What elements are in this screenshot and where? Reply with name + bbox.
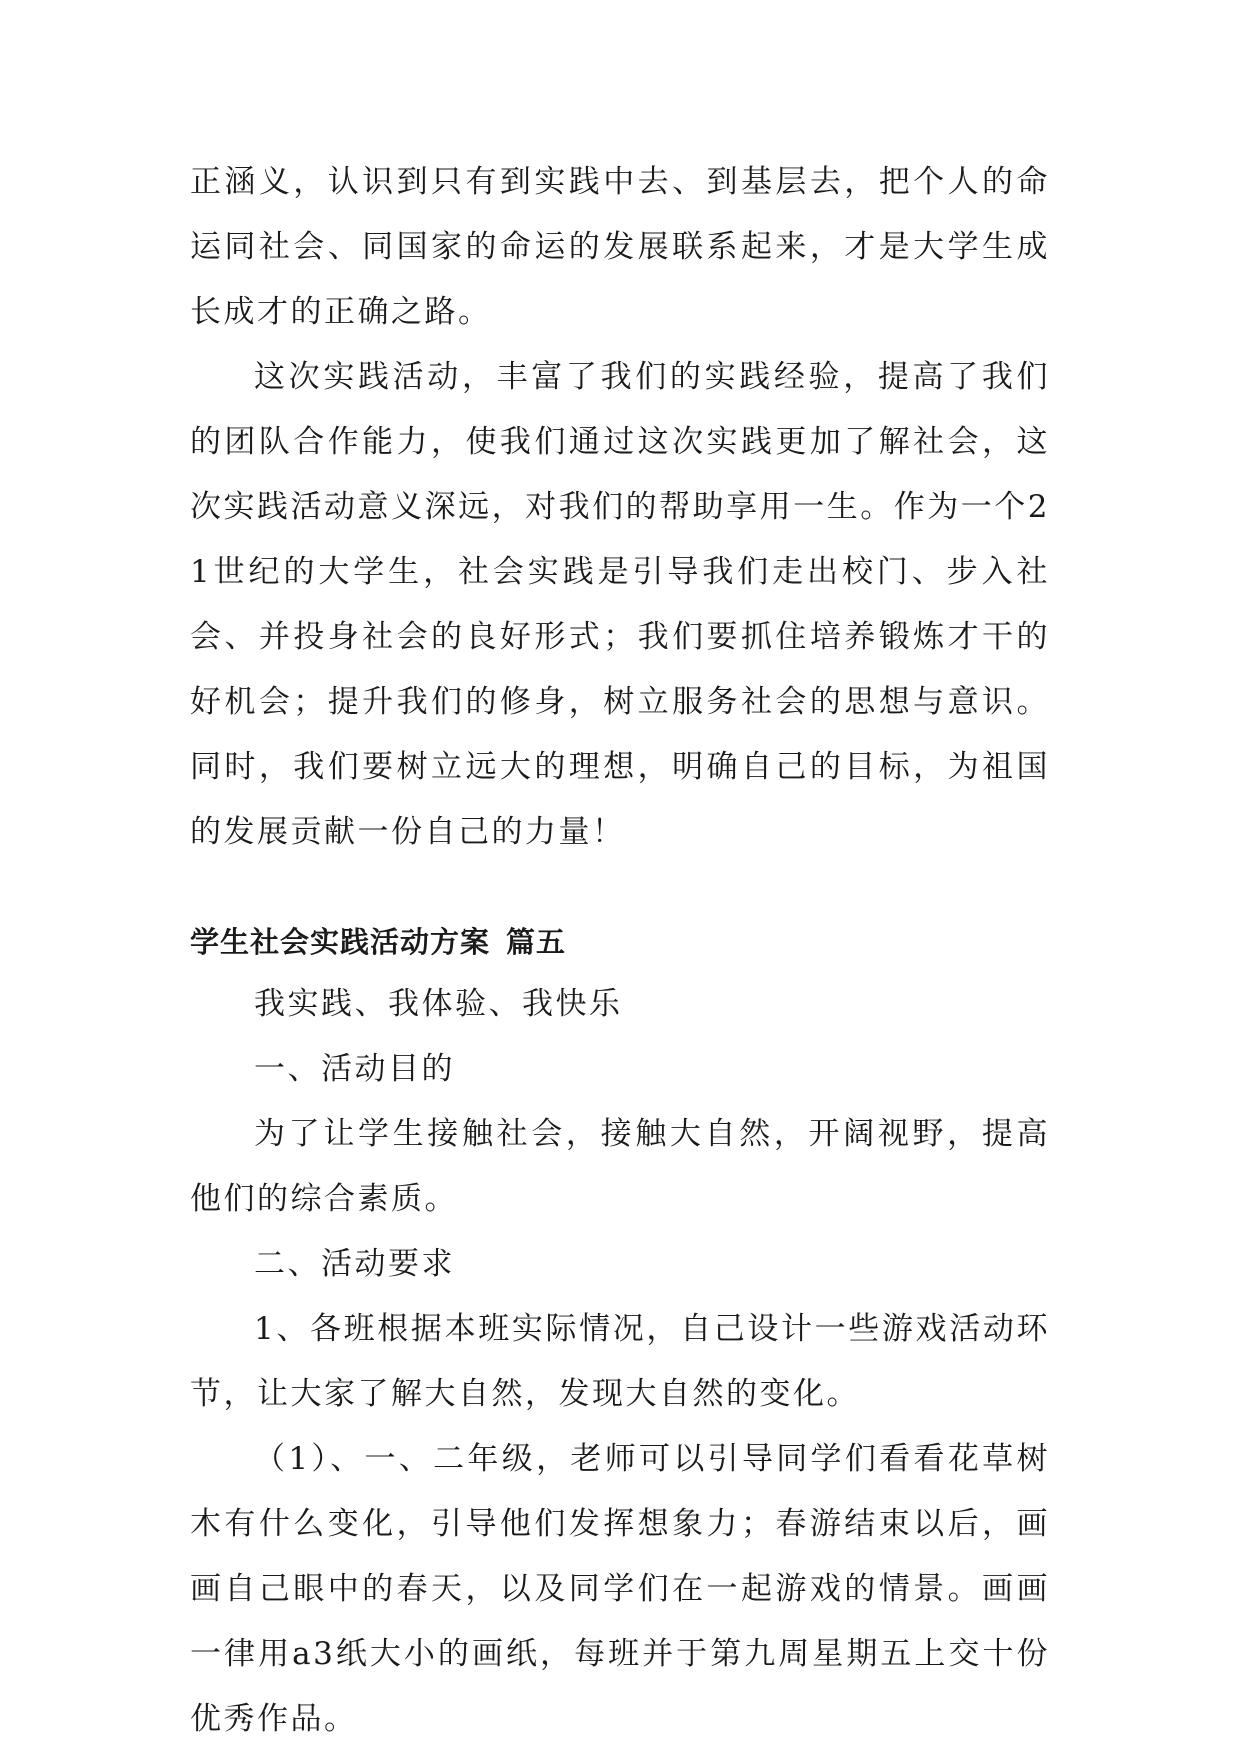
subheading-activity-requirements: 二、活动要求: [254, 1246, 455, 1282]
document-page: [190, 150, 1050, 1752]
section-slogan: 我实践、我体验、我快乐: [254, 986, 623, 1022]
paragraph-requirement-1-sub-1: （1）、一、二年级，老师可以引导同学们看看花草树木有什么变化，引导他们发挥想象力；春游结束以后，画画自己眼中的春天，以及同学们在一起游戏的情景。画画一律用a3纸大小的画纸，每班并于第九周星期五上交十份优秀作品。: [190, 1441, 1050, 1737]
section-gap: [190, 865, 1050, 912]
section-title: [190, 912, 1050, 972]
paragraph-requirement-1: 1、各班根据本班实际情况，自己设计一些游戏活动环节，让大家了解大自然，发现大自然的变化。: [190, 1311, 1050, 1412]
paragraph-continuation: 正涵义，认识到只有到实践中去、到基层去，把个人的命运同社会、同国家的命运的发展联系起来，才是大学生成长成才的正确之路。: [190, 164, 1050, 330]
paragraph-activity-goal: 为了让学生接触社会，接触大自然，开阔视野，提高他们的综合素质。: [190, 1116, 1050, 1217]
section-title-text: 学生社会实践活动方案: [190, 925, 491, 959]
paragraph-practice-summary: 这次实践活动，丰富了我们的实践经验，提高了我们的团队合作能力，使我们通过这次实践更加了解社会，这次实践活动意义深远，对我们的帮助享用一生。作为一个21世纪的大学生，社会实践是引导我们走出校门、步入社会、并投身社会的良好形式；我们要抓住培养锻炼才干的好机会；提升我们的修身，树立服务社会的思想与意识。同时，我们要树立远大的理想，明确自己的目标，为祖国的发展贡献一份自己的力量！: [190, 359, 1050, 850]
subheading-activity-goal: 一、活动目的: [254, 1051, 455, 1087]
section-part-label: 篇五: [506, 925, 567, 959]
